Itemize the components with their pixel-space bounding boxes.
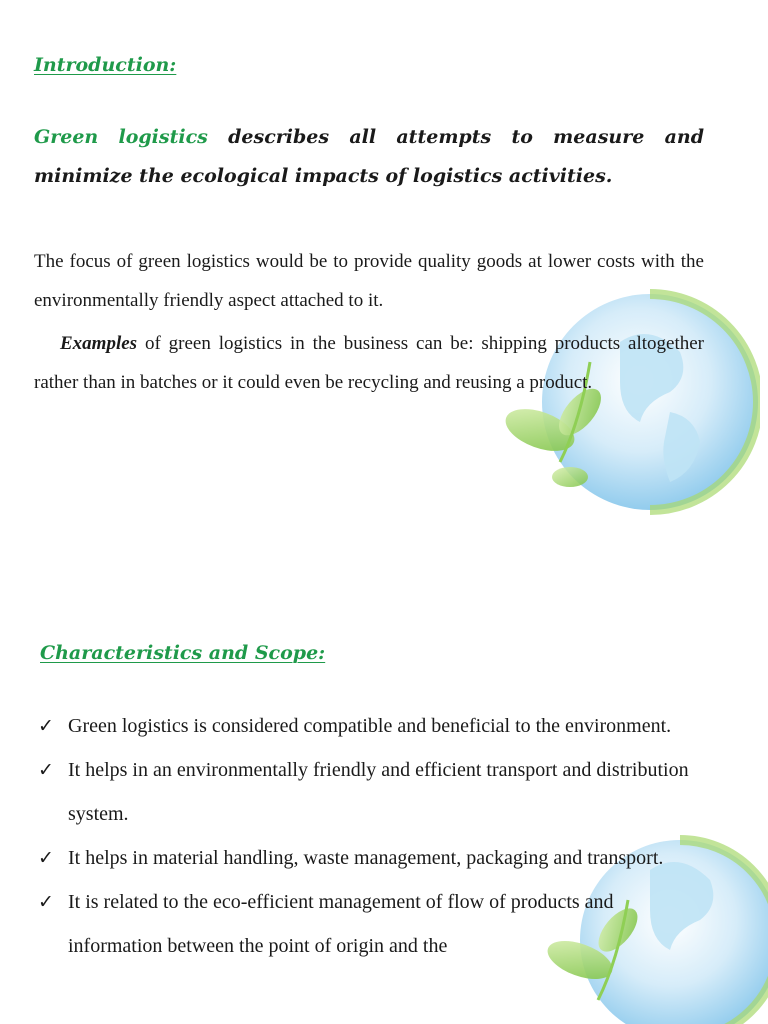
focus-paragraph: The focus of green logistics would be to provide quality goods at lower costs with the environmentally friendly aspect attached to it.	[34, 251, 704, 311]
lead-rest: describes all attempts to measure and minimize the ecological impacts of logistics activities.	[34, 126, 704, 187]
checkmark-icon: ✓	[38, 891, 54, 913]
characteristics-heading: Characteristics and Scope:	[40, 642, 326, 664]
list-item	[38, 704, 698, 748]
examples-rest: of green logistics in the business can be: shipping products altogether rather than in batches or it could even be recycling and reusing a product.	[34, 333, 704, 393]
list-item-text: It is related to the eco-efficient management of flow of products and information between the point of origin and the	[68, 891, 614, 957]
list-item	[38, 836, 698, 880]
checkmark-icon: ✓	[38, 759, 54, 781]
intro-heading: Introduction:	[34, 54, 177, 76]
lead-definition	[34, 118, 704, 196]
examples-label: Examples	[60, 333, 138, 354]
list-item	[38, 748, 698, 836]
lead-term: Green logistics	[34, 126, 208, 148]
list-item-text: Green logistics is considered compatible and beneficial to the environment.	[68, 715, 672, 737]
checkmark-icon: ✓	[38, 847, 54, 869]
list-item	[38, 880, 698, 968]
characteristics-list	[38, 704, 698, 968]
list-item-text: It helps in an environmentally friendly and efficient transport and distribution system.	[68, 759, 689, 825]
examples-paragraph	[34, 324, 704, 402]
checkmark-icon: ✓	[38, 715, 54, 737]
list-item-text: It helps in material handling, waste management, packaging and transport.	[68, 847, 664, 869]
